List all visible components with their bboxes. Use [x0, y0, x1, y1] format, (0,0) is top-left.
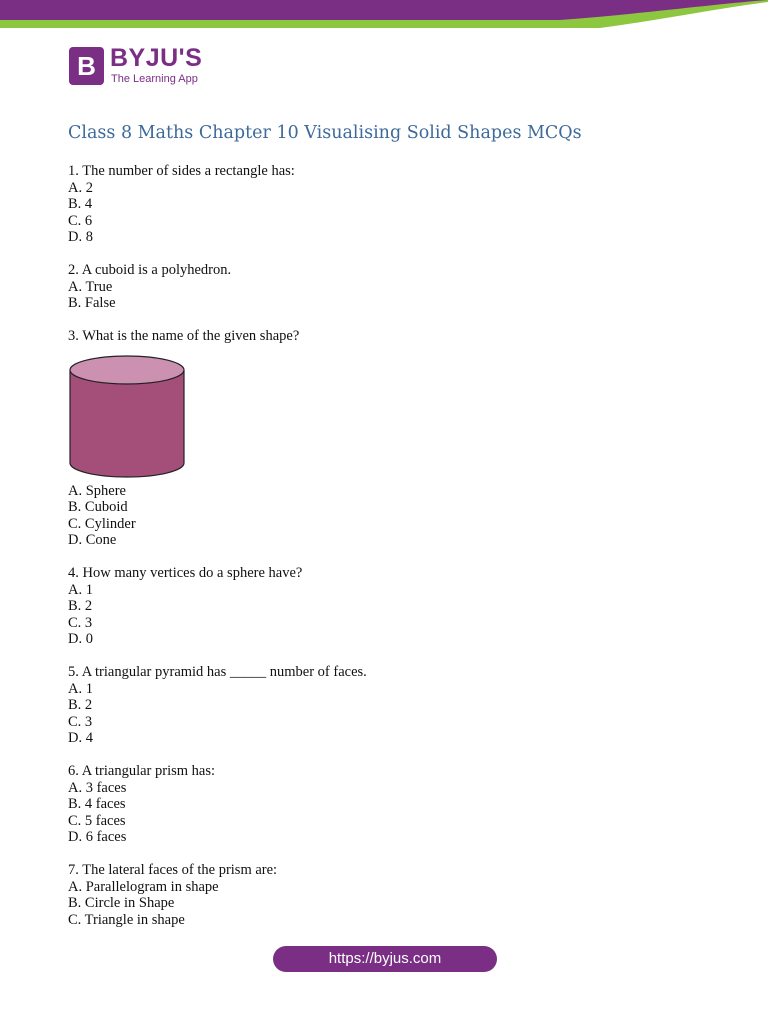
option: D. Cone — [68, 532, 117, 548]
question-text: 6. A triangular prism has: — [68, 763, 215, 779]
footer-url-pill[interactable] — [273, 946, 497, 972]
option: B. False — [68, 295, 116, 311]
option: B. Cuboid — [68, 499, 128, 515]
option: A. 1 — [68, 581, 93, 598]
option: A. 2 — [68, 179, 93, 196]
question-1 — [68, 163, 708, 246]
question-list — [68, 163, 708, 945]
option: A. True — [68, 278, 113, 295]
option: B. 2 — [68, 598, 93, 614]
question-4 — [68, 565, 708, 648]
header-band — [0, 0, 768, 30]
question-text: 5. A triangular pyramid has _____ number of faces. — [68, 664, 367, 680]
question-6 — [68, 763, 708, 846]
question-5 — [68, 664, 708, 747]
option: B. 4 faces — [68, 796, 126, 812]
logo-name: BYJU'S — [110, 44, 203, 72]
footer-url[interactable]: https://byjus.com — [328, 950, 442, 967]
option: C. 3 — [68, 614, 93, 631]
question-text: 2. A cuboid is a polyhedron. — [68, 262, 232, 278]
logo-mark-letter: B — [77, 51, 96, 81]
question-7 — [68, 862, 708, 928]
question-3 — [68, 328, 708, 549]
option: A. Sphere — [68, 482, 126, 499]
logo-tagline: The Learning App — [111, 73, 198, 85]
option: D. 8 — [68, 229, 93, 245]
option: B. 2 — [68, 697, 93, 713]
option: C. Triangle in shape — [68, 911, 185, 928]
option: C. 6 — [68, 212, 93, 229]
option: B. Circle in Shape — [68, 895, 175, 911]
option: C. Cylinder — [68, 515, 136, 532]
logo-mark-icon — [69, 47, 104, 85]
option: A. Parallelogram in shape — [68, 878, 219, 895]
question-text: 4. How many vertices do a sphere have? — [68, 565, 303, 581]
cylinder-figure — [68, 353, 188, 481]
question-text: 1. The number of sides a rectangle has: — [68, 163, 295, 179]
option: D. 0 — [68, 631, 93, 647]
option: D. 6 faces — [68, 829, 127, 845]
option: A. 3 faces — [68, 779, 127, 796]
question-text: 3. What is the name of the given shape? — [68, 328, 300, 344]
option: D. 4 — [68, 730, 93, 746]
page-title: Class 8 Maths Chapter 10 Visualising Solid Shapes MCQs — [68, 123, 582, 143]
option: C. 5 faces — [68, 812, 126, 829]
question-text: 7. The lateral faces of the prism are: — [68, 862, 278, 878]
option: A. 1 — [68, 680, 93, 697]
option: C. 3 — [68, 713, 93, 730]
question-2 — [68, 262, 708, 312]
option: B. 4 — [68, 196, 93, 212]
